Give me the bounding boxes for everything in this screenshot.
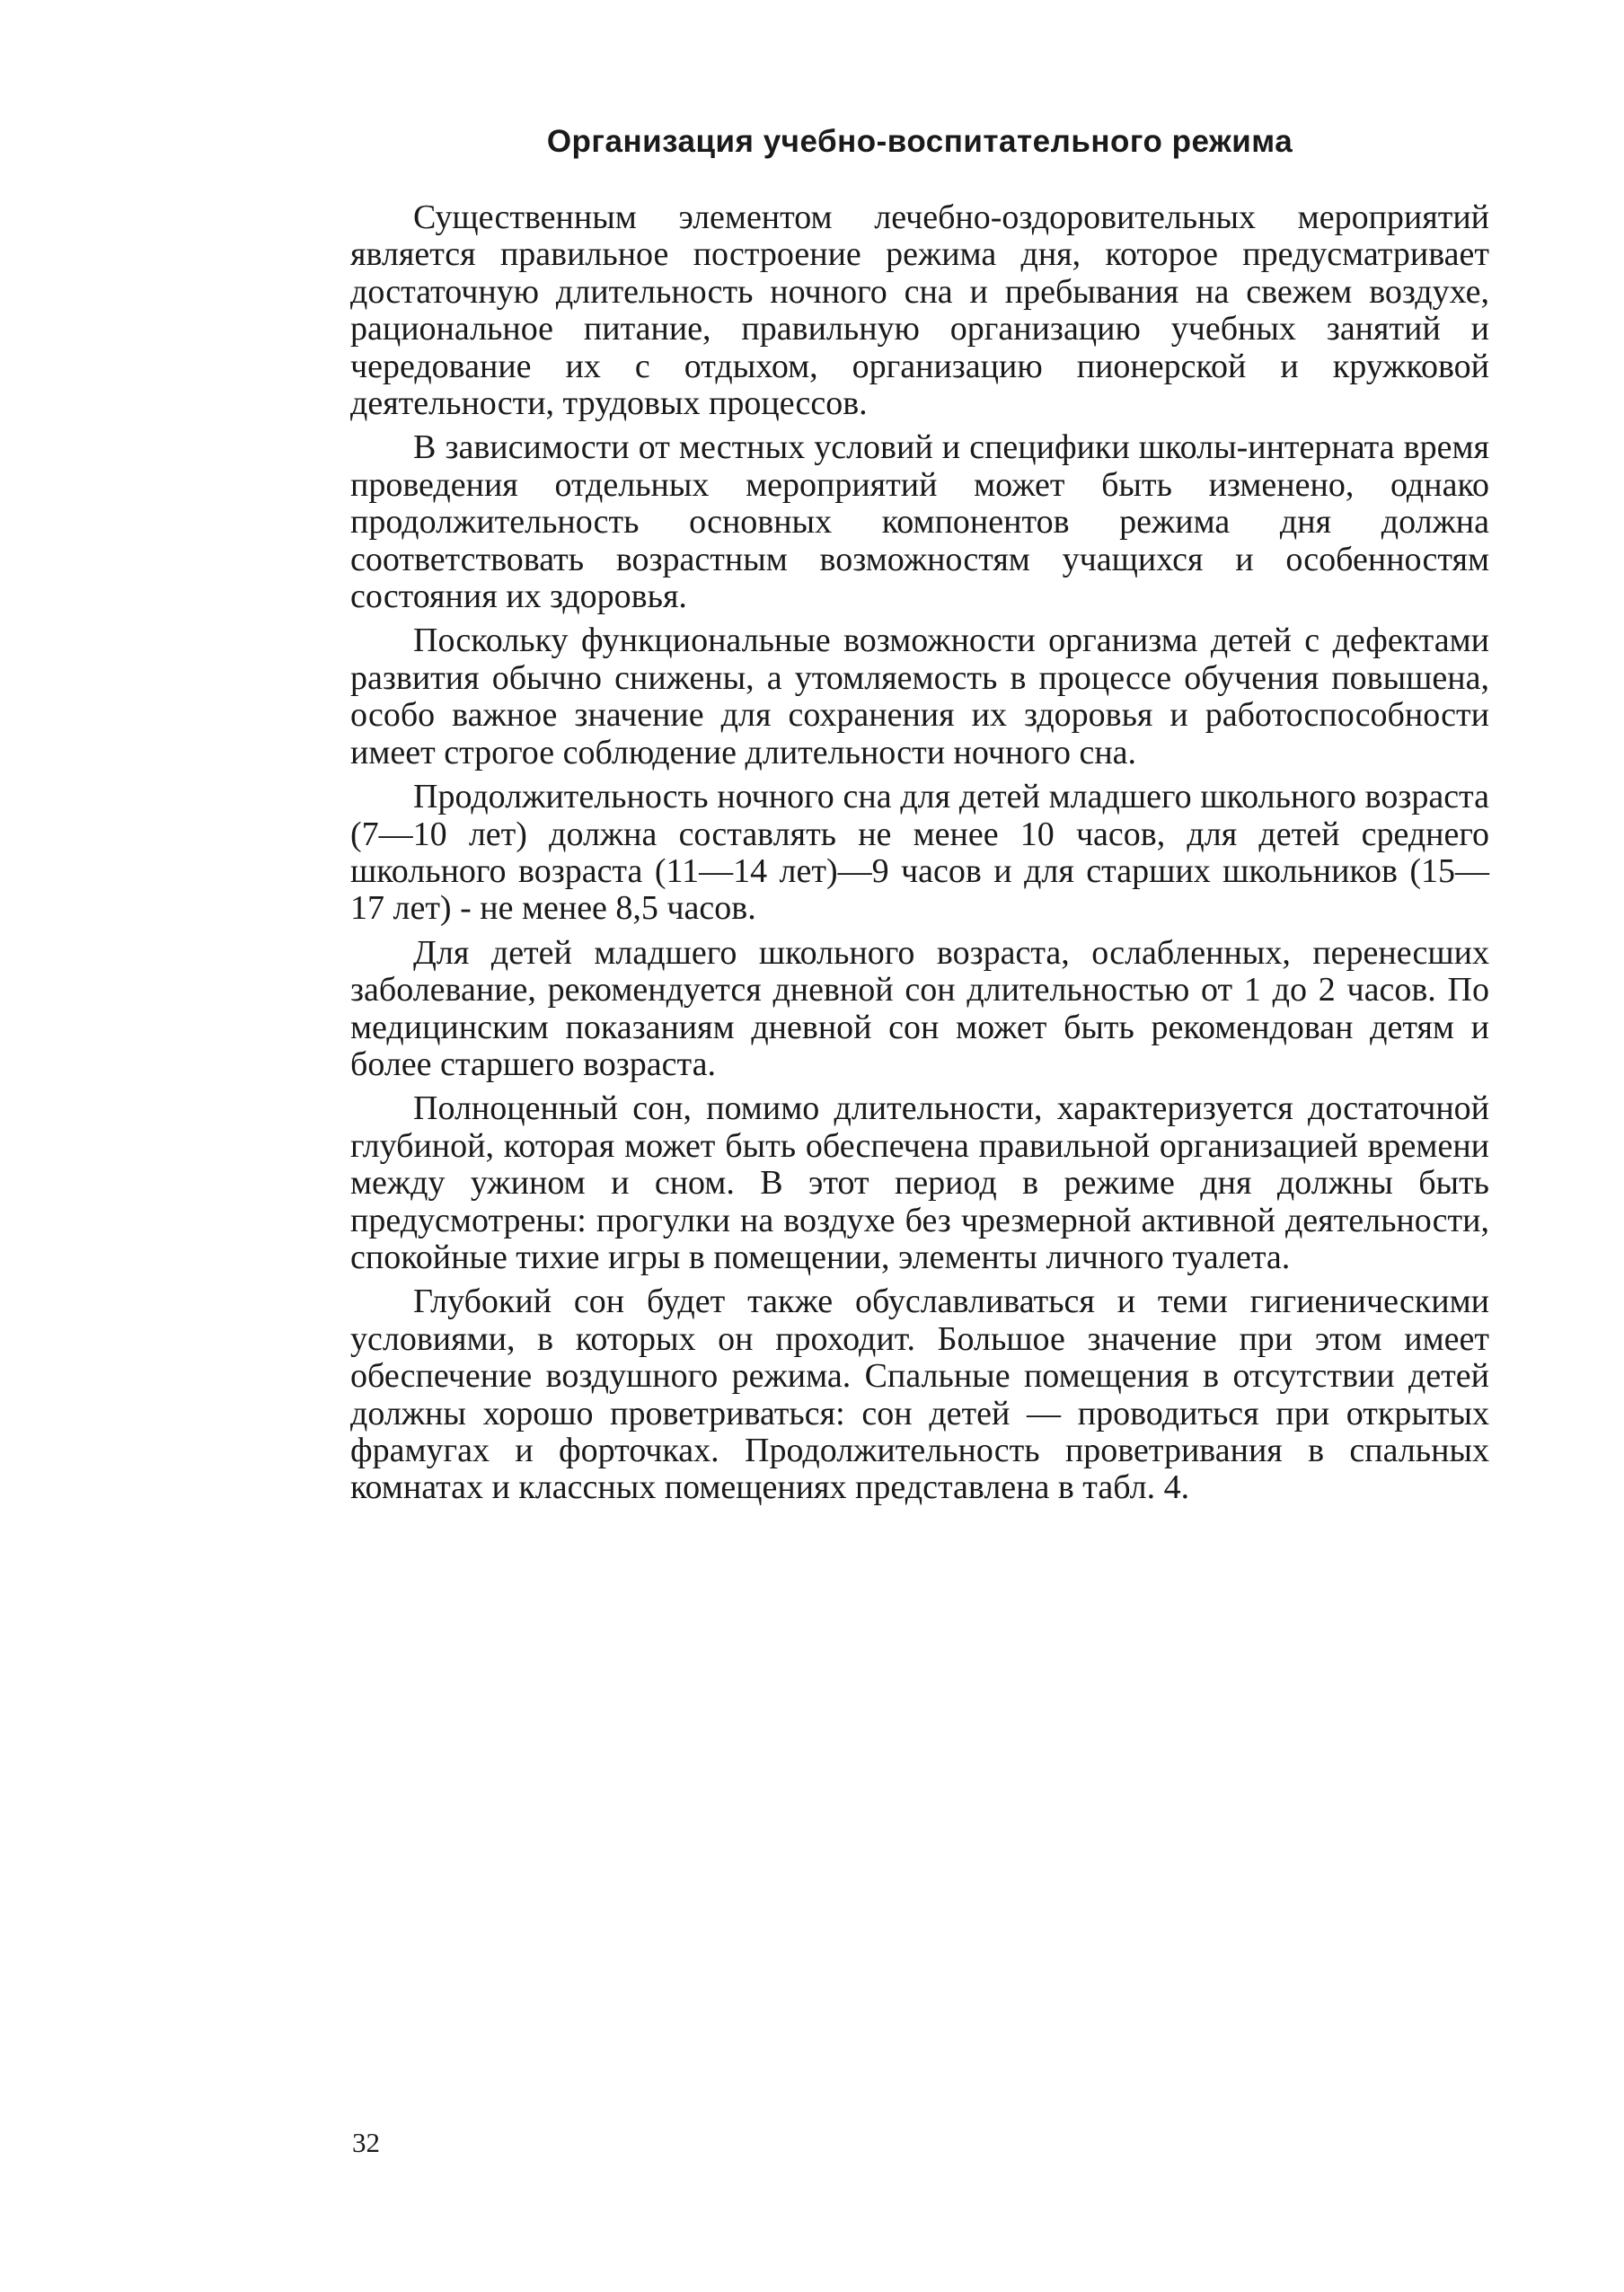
paragraph: Полноценный сон, помимо длительности, характеризуется достаточной глубиной, которая может быть обеспечена правильной организацией времени между ужином и сном. В этот период в режиме дня должны быть предусмотрены: прогулки на воздухе без чрезмерной активной деятельности, спокойные тихие игры в помещении, элементы личного туалета.: [350, 1089, 1489, 1276]
section-title: Организация учебно-воспитательного режима: [546, 124, 1293, 159]
paragraph: Для детей младшего школьного возраста, ослабленных, перенесших заболевание, рекомендуется дневной сон длительностью от 1 до 2 часов. По медицинским показаниям дневной сон может быть рекомендован детям и более старшего возраста.: [350, 933, 1489, 1083]
paragraph: Продолжительность ночного сна для детей младшего школьного возраста (7—10 лет) должна составлять не менее 10 часов, для детей среднего школьного возраста (11—14 лет)—9 часов и для старших школьников (15—17 лет) - не менее 8,5 часов.: [350, 778, 1489, 928]
paragraph: В зависимости от местных условий и специфики школы-интерната время проведения отдельных мероприятий может быть изменено, однако продолжительность основных компонентов режима дня должна соответствовать возрастным возможностям учащихся и особенностям состояния их здоровья.: [350, 428, 1489, 616]
paragraph: Поскольку функциональные возможности организма детей с дефектами развития обычно снижены, а утомляемость в процессе обучения повышена, особо важное значение для сохранения их здоровья и работоспособности имеет строгое соблюдение длительности ночного сна.: [350, 621, 1489, 771]
body-text: [350, 199, 1489, 1507]
paragraph: Существенным элементом лечебно-оздоровительных мероприятий является правильное построение режима дня, которое предусматривает достаточную длительность ночного сна и пребывания на свежем воздухе, рациональное питание, правильную организацию учебных занятий и чередование их с отдыхом, организацию пионерской и кружковой деятельности, трудовых процессов.: [350, 198, 1489, 423]
paragraph: Глубокий сон будет также обуславливаться и теми гигиеническими условиями, в которых он проходит. Большое значение при этом имеет обеспечение воздушного режима. Спальные помещения в отсутствии детей должны хорошо проветриваться: сон детей — проводиться при открытых фрамугах и форточках. Продолжительность проветривания в спальных комнатах и классных помещениях представлена в табл. 4.: [350, 1283, 1489, 1507]
page-number: 32: [352, 2127, 380, 2158]
